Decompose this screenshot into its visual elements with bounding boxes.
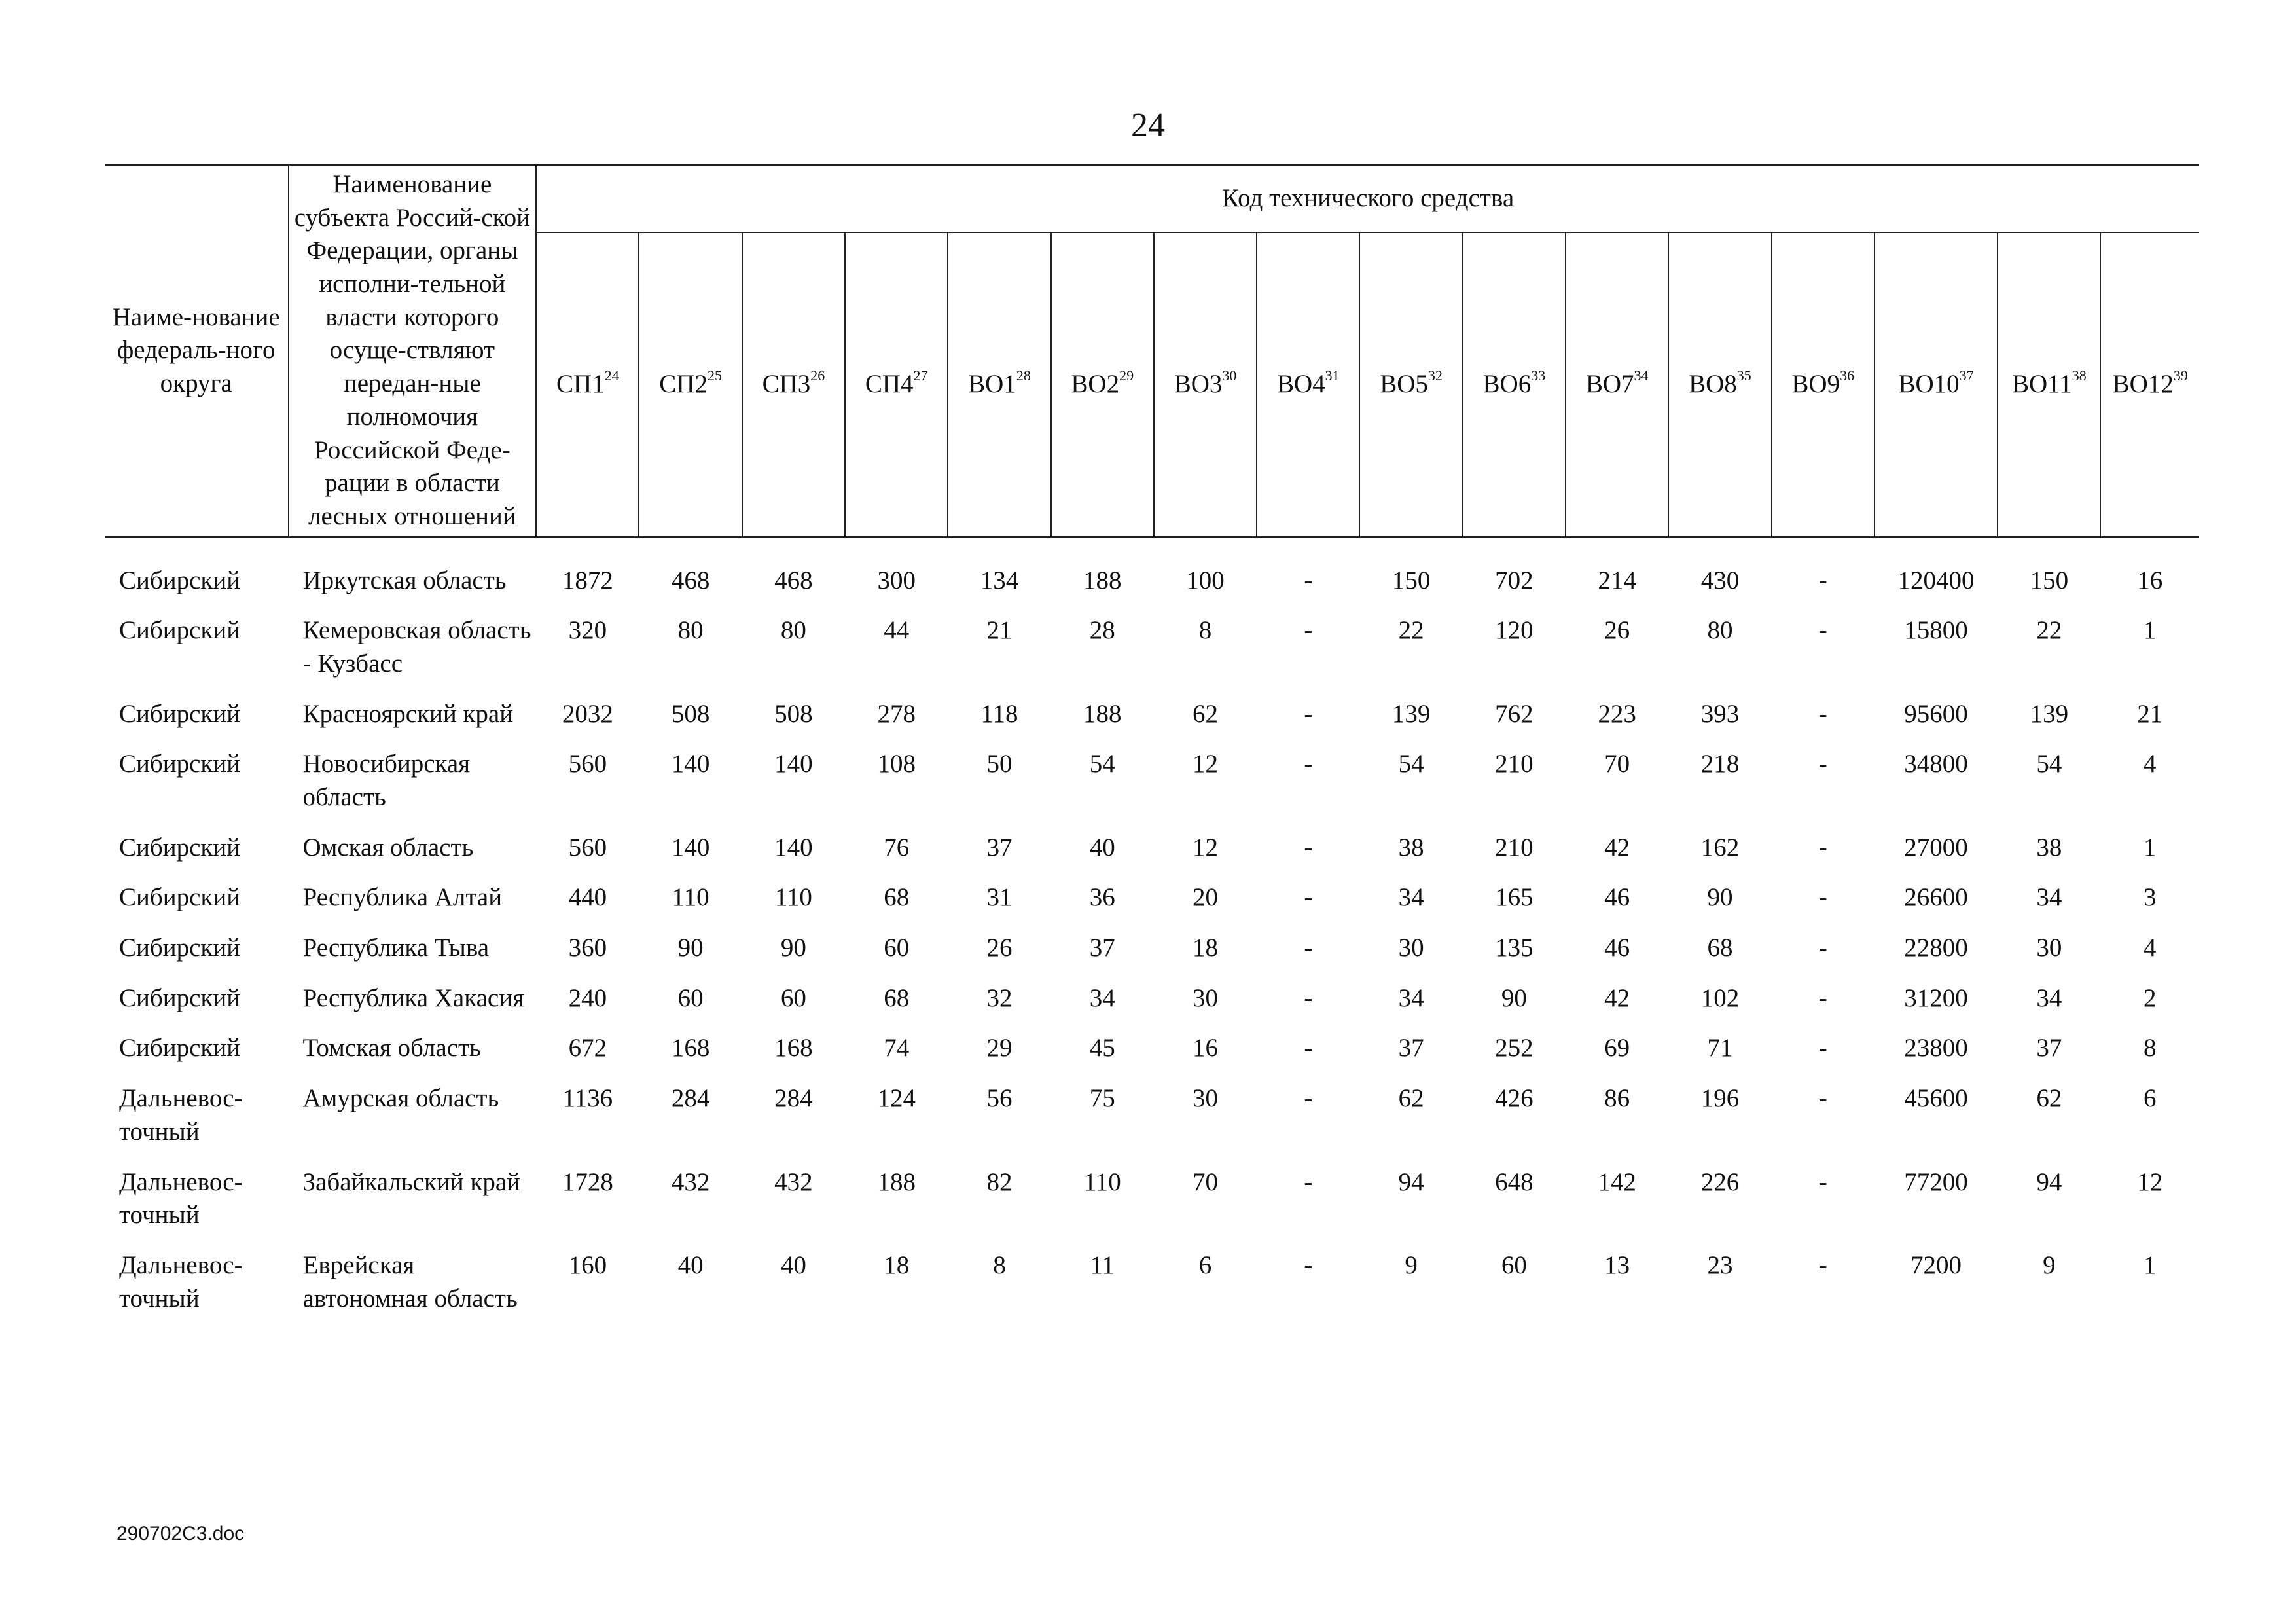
header-code-label: ВО11 (2011, 369, 2072, 398)
header-code (1772, 232, 1874, 537)
value-cell: 214 (1598, 566, 1636, 594)
value-cell: 26 (1604, 616, 1630, 645)
table-row (105, 689, 2199, 739)
value-cell: 252 (1495, 1034, 1534, 1063)
value-cell: 70 (1604, 750, 1630, 778)
value-cell: 560 (568, 833, 607, 862)
subject-cell: Новосибирская область (302, 750, 471, 811)
value-cell: 135 (1495, 934, 1534, 962)
footer-file-name: 290702C3.doc (117, 1523, 245, 1544)
value-cell: 124 (877, 1084, 916, 1113)
table-row (105, 872, 2199, 922)
header-code-footnote: 34 (1634, 367, 1649, 384)
value-cell: 95600 (1904, 699, 1968, 728)
header-code (1566, 232, 1668, 537)
header-code (1154, 232, 1257, 537)
value-cell: 68 (884, 883, 910, 912)
district-cell: Сибирский (119, 883, 241, 912)
value-cell: 46 (1604, 883, 1630, 912)
value-cell: 393 (1700, 699, 1740, 728)
value-cell: 468 (774, 566, 813, 594)
value-cell: 188 (1083, 566, 1122, 594)
value-cell: 18 (1193, 934, 1219, 962)
value-cell: 508 (671, 699, 710, 728)
value-cell: 210 (1495, 833, 1534, 862)
value-cell: 94 (1398, 1167, 1424, 1196)
value-cell: 1728 (562, 1167, 613, 1196)
value-cell: 432 (774, 1167, 813, 1196)
value-cell: 77200 (1904, 1167, 1968, 1196)
value-cell: 12 (1193, 833, 1219, 862)
table-row (105, 537, 2199, 605)
value-cell: 37 (1398, 1034, 1424, 1063)
header-code-label: СП2 (659, 369, 708, 398)
value-cell: 34 (1398, 883, 1424, 912)
subject-cell: Кемеровская область - Кузбасс (302, 616, 531, 678)
value-cell: 90 (780, 934, 806, 962)
value-cell: 702 (1495, 566, 1534, 594)
value-cell: 223 (1598, 699, 1636, 728)
value-cell: 30 (1193, 1084, 1219, 1113)
value-cell: 4 (2143, 934, 2157, 962)
header-code-footnote: 36 (1840, 367, 1855, 384)
value-cell: - (1818, 1167, 1827, 1196)
value-cell: 150 (1391, 566, 1431, 594)
value-cell: 100 (1186, 566, 1225, 594)
equipment-table (105, 164, 2199, 1323)
header-code-group: Код технического средства (536, 165, 2199, 232)
header-code (1874, 232, 1998, 537)
value-cell: 60 (884, 934, 910, 962)
value-cell: 74 (884, 1034, 910, 1063)
header-district: Наиме-нование федераль-ного округа (105, 165, 289, 538)
value-cell: 90 (677, 934, 704, 962)
header-code (1257, 232, 1359, 537)
header-code (639, 232, 742, 537)
value-cell: 3 (2143, 883, 2157, 912)
table-row (105, 1157, 2199, 1240)
value-cell: 38 (2036, 833, 2062, 862)
value-cell: 1 (2143, 833, 2157, 862)
value-cell: 648 (1495, 1167, 1534, 1196)
value-cell: 196 (1700, 1084, 1740, 1113)
value-cell: 432 (671, 1167, 710, 1196)
header-code-label: ВО12 (2112, 369, 2174, 398)
value-cell: - (1304, 1250, 1313, 1279)
value-cell: 62 (2036, 1084, 2062, 1113)
district-cell: Сибирский (119, 699, 241, 728)
value-cell: 38 (1398, 833, 1424, 862)
value-cell: 102 (1700, 983, 1740, 1012)
value-cell: 90 (1707, 883, 1733, 912)
value-cell: 218 (1700, 750, 1740, 778)
value-cell: - (1304, 1167, 1313, 1196)
header-code-footnote: 27 (913, 367, 928, 384)
value-cell: 140 (671, 750, 710, 778)
value-cell: 4 (2143, 750, 2157, 778)
table-body (105, 537, 2199, 1323)
value-cell: 140 (774, 833, 813, 862)
value-cell: 34 (1089, 983, 1115, 1012)
district-cell: Сибирский (119, 934, 241, 962)
header-code-footnote: 29 (1119, 367, 1134, 384)
value-cell: 42 (1604, 833, 1630, 862)
subject-cell: Республика Алтай (302, 883, 503, 912)
value-cell: 16 (1193, 1034, 1219, 1063)
value-cell: 16 (2137, 566, 2163, 594)
value-cell: 29 (986, 1034, 1013, 1063)
value-cell: 86 (1604, 1084, 1630, 1113)
table-row (105, 739, 2199, 822)
header-code (1668, 232, 1771, 537)
header-code-footnote: 25 (707, 367, 722, 384)
header-code (845, 232, 948, 537)
header-code-label: ВО7 (1585, 369, 1634, 398)
value-cell: - (1818, 833, 1827, 862)
value-cell: 80 (1707, 616, 1733, 645)
district-cell: Дальневос-точный (119, 1250, 243, 1313)
value-cell: 80 (780, 616, 806, 645)
value-cell: 8 (993, 1250, 1006, 1279)
value-cell: - (1818, 699, 1827, 728)
value-cell: - (1818, 934, 1827, 962)
value-cell: 762 (1495, 699, 1534, 728)
value-cell: 9 (2043, 1250, 2056, 1279)
value-cell: 1 (2143, 616, 2157, 645)
value-cell: 140 (671, 833, 710, 862)
value-cell: 75 (1089, 1084, 1115, 1113)
header-code-label: ВО9 (1791, 369, 1840, 398)
value-cell: 54 (1089, 750, 1115, 778)
header-code-label: ВО2 (1071, 369, 1120, 398)
table-row (105, 822, 2199, 873)
value-cell: 6 (2143, 1084, 2157, 1113)
value-cell: 430 (1700, 566, 1740, 594)
value-cell: - (1818, 750, 1827, 778)
value-cell: 440 (568, 883, 607, 912)
value-cell: 426 (1495, 1084, 1534, 1113)
value-cell: 68 (1707, 934, 1733, 962)
value-cell: - (1304, 616, 1313, 645)
header-code-label: ВО10 (1898, 369, 1960, 398)
district-cell: Сибирский (119, 1034, 241, 1063)
value-cell: 45 (1089, 1034, 1115, 1063)
value-cell: 168 (774, 1034, 813, 1063)
value-cell: 22800 (1904, 934, 1968, 962)
value-cell: 62 (1398, 1084, 1424, 1113)
header-code-label: ВО4 (1276, 369, 1325, 398)
value-cell: 672 (568, 1034, 607, 1063)
subject-cell: Томская область (302, 1034, 481, 1063)
value-cell: 13 (1604, 1250, 1630, 1279)
header-code-footnote: 28 (1016, 367, 1031, 384)
value-cell: 2 (2143, 983, 2157, 1012)
table-row (105, 605, 2199, 688)
subject-cell: Забайкальский край (302, 1167, 521, 1196)
value-cell: 32 (986, 983, 1013, 1012)
header-subject: Наименование субъекта Россий-ской Федерации, органы исполни-тельной власти которого осуще-ствляют передан-ные полномочия Российской Феде-рации в области лесных отношений (289, 165, 537, 538)
header-code-footnote: 24 (604, 367, 619, 384)
value-cell: 30 (1193, 983, 1219, 1012)
header-code-footnote: 32 (1427, 367, 1443, 384)
subject-cell: Иркутская область (302, 566, 507, 594)
district-cell: Дальневос-точный (119, 1167, 243, 1230)
value-cell: 62 (1193, 699, 1219, 728)
value-cell: 54 (1398, 750, 1424, 778)
subject-cell: Республика Тыва (302, 934, 490, 962)
value-cell: 69 (1604, 1034, 1630, 1063)
value-cell: 71 (1707, 1034, 1733, 1063)
value-cell: - (1304, 883, 1313, 912)
value-cell: 360 (568, 934, 607, 962)
value-cell: 34 (2036, 983, 2062, 1012)
value-cell: 1 (2143, 1250, 2157, 1279)
value-cell: - (1304, 699, 1313, 728)
value-cell: 26 (986, 934, 1013, 962)
value-cell: 120400 (1897, 566, 1975, 594)
district-cell: Сибирский (119, 566, 241, 594)
value-cell: 508 (774, 699, 813, 728)
value-cell: 12 (1193, 750, 1219, 778)
subject-cell: Амурская область (302, 1084, 499, 1113)
value-cell: - (1304, 1084, 1313, 1113)
value-cell: - (1818, 983, 1827, 1012)
value-cell: - (1818, 1084, 1827, 1113)
value-cell: 226 (1700, 1167, 1740, 1196)
value-cell: - (1304, 934, 1313, 962)
value-cell: 168 (671, 1034, 710, 1063)
value-cell: 80 (677, 616, 704, 645)
table-header (105, 165, 2199, 538)
value-cell: 30 (2036, 934, 2062, 962)
value-cell: - (1304, 1034, 1313, 1063)
value-cell: 142 (1598, 1167, 1636, 1196)
value-cell: 31 (986, 883, 1013, 912)
value-cell: 28 (1089, 616, 1115, 645)
value-cell: - (1818, 883, 1827, 912)
district-cell: Дальневос-точный (119, 1084, 243, 1146)
value-cell: 284 (774, 1084, 813, 1113)
value-cell: 94 (2036, 1167, 2062, 1196)
header-code-footnote: 37 (1959, 367, 1974, 384)
value-cell: 37 (1089, 934, 1115, 962)
value-cell: 468 (671, 566, 710, 594)
value-cell: 23 (1707, 1250, 1733, 1279)
table-row (105, 1073, 2199, 1156)
value-cell: 320 (568, 616, 607, 645)
value-cell: 68 (884, 983, 910, 1012)
value-cell: 34 (1398, 983, 1424, 1012)
header-code-label: ВО6 (1482, 369, 1532, 398)
header-code (1359, 232, 1462, 537)
value-cell: 278 (877, 699, 916, 728)
value-cell: 27000 (1904, 833, 1968, 862)
value-cell: 60 (1501, 1250, 1527, 1279)
value-cell: 34 (2036, 883, 2062, 912)
value-cell: 134 (980, 566, 1019, 594)
value-cell: 188 (877, 1167, 916, 1196)
value-cell: 60 (677, 983, 704, 1012)
value-cell: 44 (884, 616, 910, 645)
header-code-label: ВО8 (1689, 369, 1737, 398)
value-cell: 15800 (1904, 616, 1968, 645)
value-cell: - (1304, 983, 1313, 1012)
value-cell: - (1818, 1250, 1827, 1279)
district-cell: Сибирский (119, 983, 241, 1012)
value-cell: 30 (1398, 934, 1424, 962)
table-row (105, 922, 2199, 973)
value-cell: 60 (780, 983, 806, 1012)
header-code-label: СП3 (762, 369, 811, 398)
value-cell: 1872 (562, 566, 613, 594)
header-code-label: ВО3 (1174, 369, 1223, 398)
subject-cell: Красноярский край (302, 699, 514, 728)
value-cell: 139 (1391, 699, 1431, 728)
value-cell: 8 (1198, 616, 1212, 645)
header-code-footnote: 38 (2072, 367, 2087, 384)
value-cell: 110 (774, 883, 812, 912)
subject-cell: Еврейская автономная область (302, 1250, 518, 1313)
header-code-footnote: 39 (2173, 367, 2188, 384)
value-cell: 40 (677, 1250, 704, 1279)
value-cell: - (1818, 566, 1827, 594)
value-cell: 108 (877, 750, 916, 778)
header-code (1463, 232, 1566, 537)
value-cell: 160 (568, 1250, 607, 1279)
value-cell: 37 (2036, 1034, 2062, 1063)
header-code (948, 232, 1050, 537)
value-cell: 21 (986, 616, 1013, 645)
table-row (105, 973, 2199, 1023)
value-cell: - (1818, 1034, 1827, 1063)
value-cell: 120 (1495, 616, 1534, 645)
value-cell: 284 (671, 1084, 710, 1113)
header-code-footnote: 31 (1325, 367, 1340, 384)
value-cell: 34800 (1904, 750, 1968, 778)
header-code (1051, 232, 1154, 537)
header-code-footnote: 35 (1736, 367, 1751, 384)
value-cell: 26600 (1904, 883, 1968, 912)
value-cell: 240 (568, 983, 607, 1012)
header-code-footnote: 30 (1222, 367, 1237, 384)
value-cell: 6 (1198, 1250, 1212, 1279)
value-cell: - (1304, 750, 1313, 778)
value-cell: 210 (1495, 750, 1534, 778)
district-cell: Сибирский (119, 750, 241, 778)
value-cell: 139 (2030, 699, 2069, 728)
header-code (536, 232, 639, 537)
value-cell: 54 (2036, 750, 2062, 778)
value-cell: - (1304, 566, 1313, 594)
header-code-label: ВО5 (1380, 369, 1428, 398)
value-cell: 2032 (562, 699, 613, 728)
value-cell: 7200 (1910, 1250, 1962, 1279)
header-code-label: ВО1 (968, 369, 1016, 398)
value-cell: 18 (884, 1250, 910, 1279)
value-cell: 1136 (562, 1084, 613, 1113)
value-cell: 9 (1405, 1250, 1418, 1279)
value-cell: 22 (2036, 616, 2062, 645)
value-cell: 560 (568, 750, 607, 778)
value-cell: 40 (780, 1250, 806, 1279)
value-cell: 70 (1193, 1167, 1219, 1196)
header-code-label: СП4 (865, 369, 914, 398)
subject-cell: Омская область (302, 833, 474, 862)
header-code (2100, 232, 2199, 537)
value-cell: 90 (1501, 983, 1527, 1012)
table-row (105, 1023, 2199, 1073)
value-cell: 50 (986, 750, 1013, 778)
value-cell: 46 (1604, 934, 1630, 962)
header-code (1998, 232, 2100, 537)
value-cell: 165 (1495, 883, 1534, 912)
value-cell: 188 (1083, 699, 1122, 728)
value-cell: 118 (980, 699, 1018, 728)
value-cell: 150 (2030, 566, 2069, 594)
value-cell: 76 (884, 833, 910, 862)
header-code-footnote: 33 (1531, 367, 1546, 384)
value-cell: - (1818, 616, 1827, 645)
value-cell: 36 (1089, 883, 1115, 912)
header-code-footnote: 26 (810, 367, 825, 384)
value-cell: 8 (2143, 1034, 2157, 1063)
value-cell: 162 (1700, 833, 1740, 862)
header-code (742, 232, 845, 537)
value-cell: 21 (2137, 699, 2163, 728)
value-cell: 22 (1398, 616, 1424, 645)
value-cell: 110 (1083, 1167, 1121, 1196)
value-cell: 31200 (1904, 983, 1968, 1012)
value-cell: - (1304, 833, 1313, 862)
value-cell: 56 (986, 1084, 1013, 1113)
header-code-label: СП1 (556, 369, 605, 398)
value-cell: 37 (986, 833, 1013, 862)
value-cell: 40 (1089, 833, 1115, 862)
subject-cell: Республика Хакасия (302, 983, 525, 1012)
value-cell: 140 (774, 750, 813, 778)
district-cell: Сибирский (119, 616, 241, 645)
value-cell: 110 (672, 883, 709, 912)
value-cell: 82 (986, 1167, 1013, 1196)
value-cell: 11 (1090, 1250, 1115, 1279)
value-cell: 23800 (1904, 1034, 1968, 1063)
value-cell: 20 (1193, 883, 1219, 912)
page-number: 24 (1131, 107, 1165, 144)
value-cell: 42 (1604, 983, 1630, 1012)
district-cell: Сибирский (119, 833, 241, 862)
table-row (105, 1240, 2199, 1323)
value-cell: 300 (877, 566, 916, 594)
value-cell: 45600 (1904, 1084, 1968, 1113)
value-cell: 12 (2137, 1167, 2163, 1196)
